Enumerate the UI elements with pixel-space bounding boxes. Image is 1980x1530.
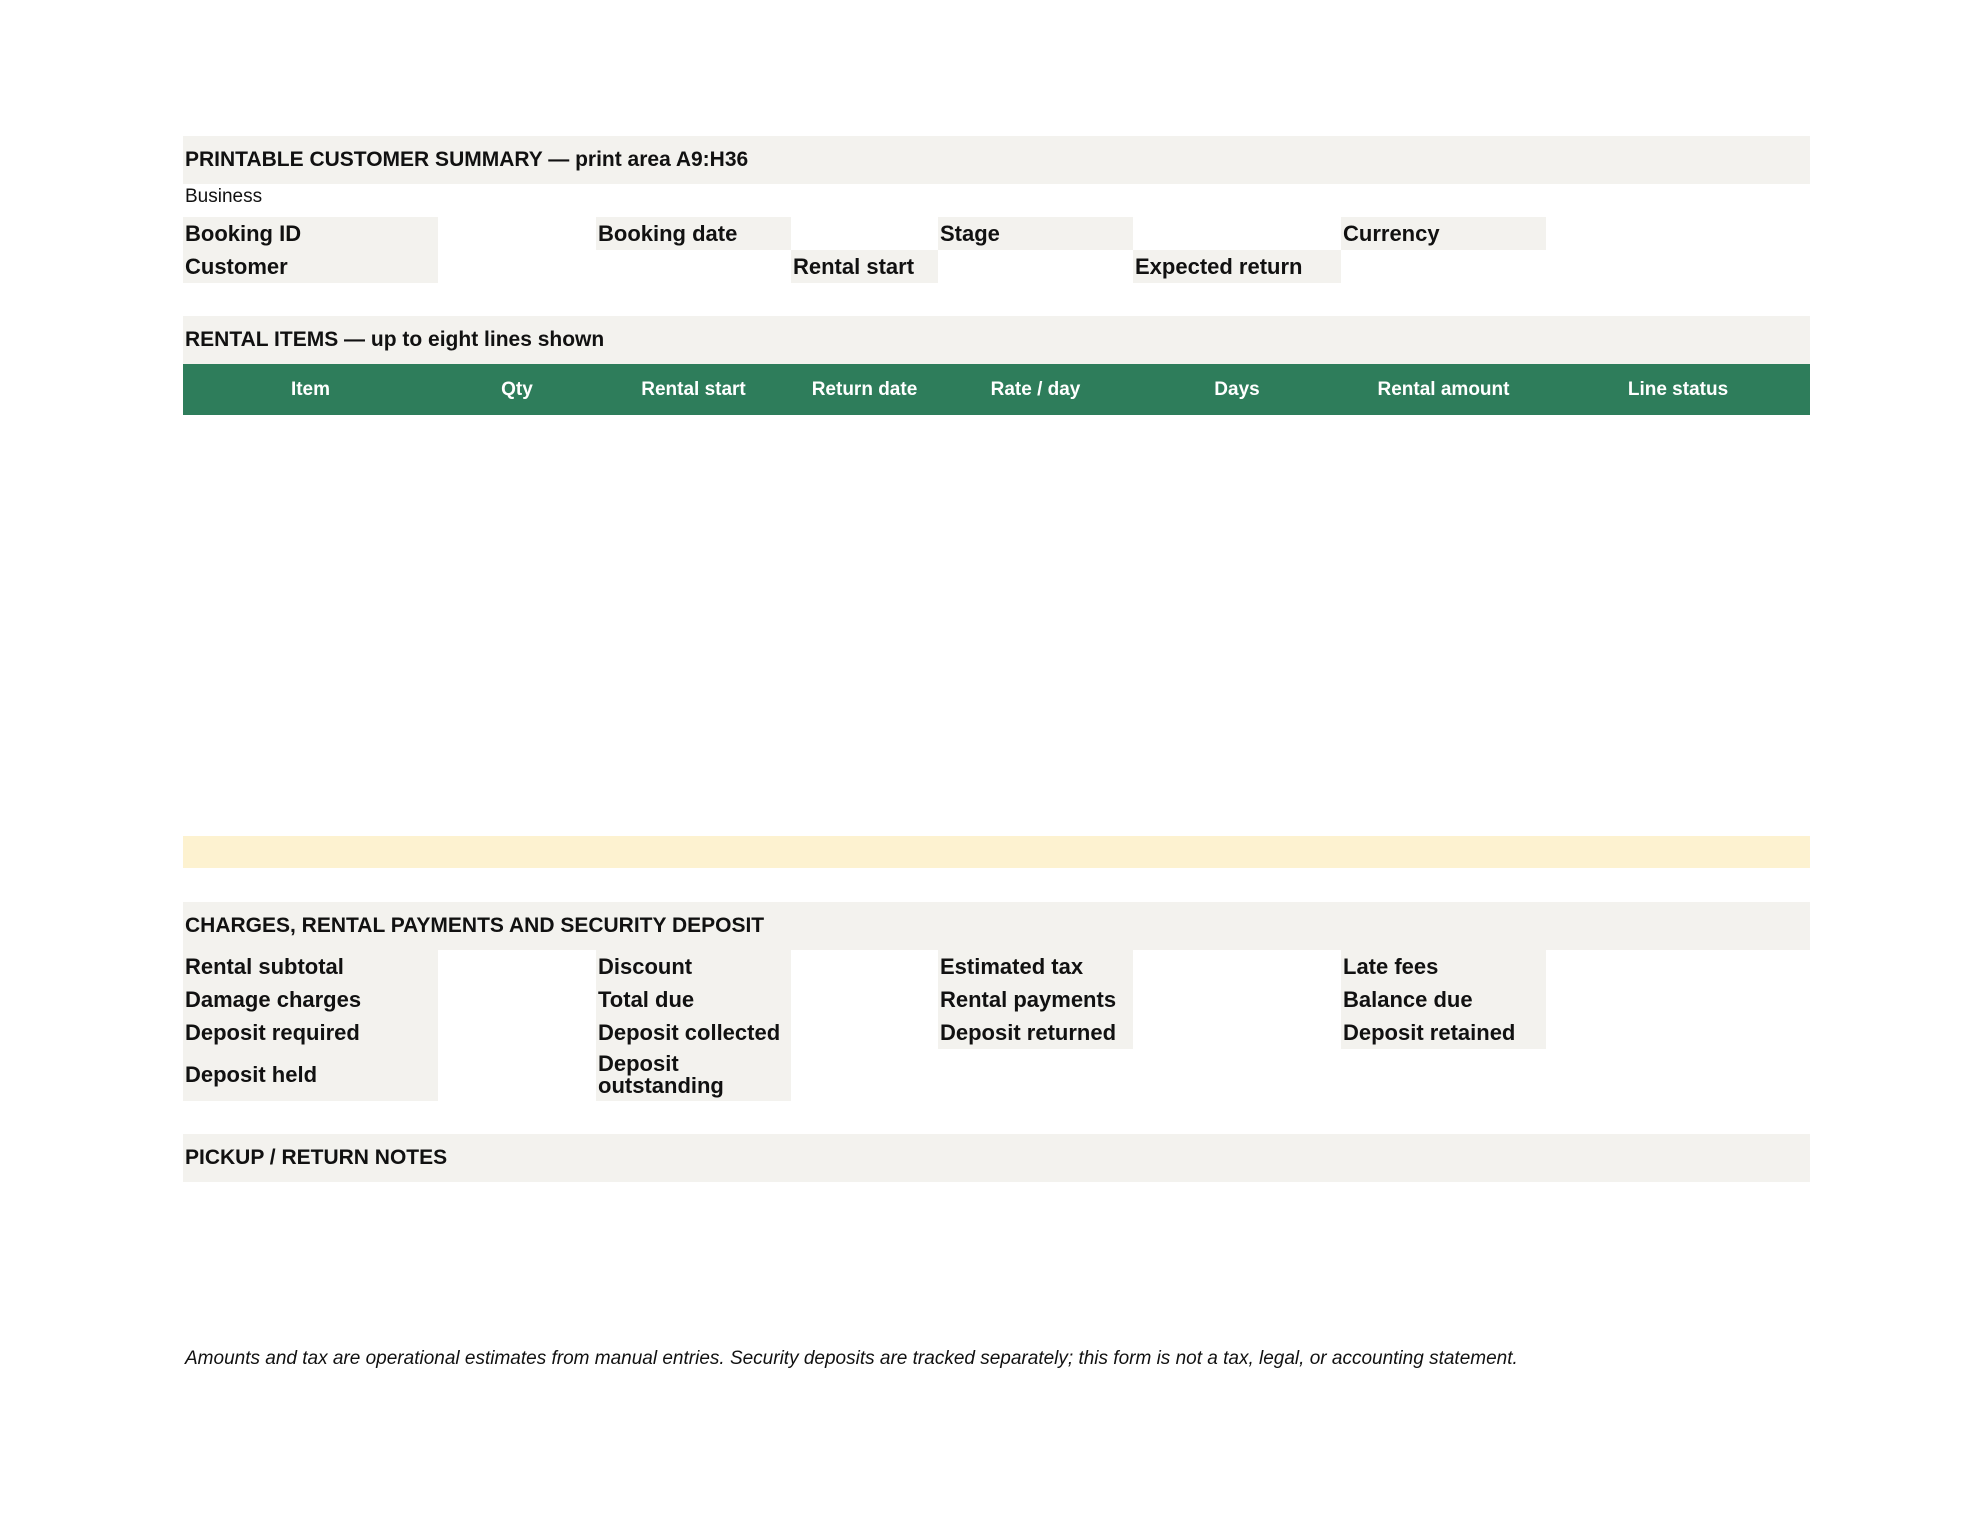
rental-start-label: Rental start bbox=[791, 250, 938, 283]
expected-return-label: Expected return bbox=[1133, 250, 1341, 283]
business-label: Business bbox=[185, 186, 263, 207]
column-header-rental-amount: Rental amount bbox=[1377, 378, 1510, 400]
column-header-qty: Qty bbox=[501, 378, 533, 400]
column-header-return-date: Return date bbox=[811, 378, 918, 400]
pickup-return-notes-title: PICKUP / RETURN NOTES bbox=[183, 1134, 1810, 1182]
deposit-outstanding-label: Deposit outstanding bbox=[596, 1049, 791, 1101]
customer-label: Customer bbox=[183, 250, 438, 283]
charges-section-title: CHARGES, RENTAL PAYMENTS AND SECURITY DEPOSIT bbox=[183, 902, 1810, 950]
summary-section-title: PRINTABLE CUSTOMER SUMMARY — print area A9:H36 bbox=[183, 136, 1810, 184]
rental-items-table-header bbox=[183, 364, 1810, 415]
rental-items-section-title: RENTAL ITEMS — up to eight lines shown bbox=[183, 316, 1810, 364]
rental-items-total-row bbox=[183, 836, 1810, 868]
deposit-collected-label: Deposit collected bbox=[596, 1016, 791, 1049]
late-fees-label: Late fees bbox=[1341, 950, 1546, 983]
column-header-rental-start: Rental start bbox=[641, 378, 746, 400]
deposit-required-label: Deposit required bbox=[183, 1016, 438, 1049]
column-header-days: Days bbox=[1214, 378, 1260, 400]
stage-label: Stage bbox=[938, 217, 1133, 250]
booking-id-label: Booking ID bbox=[183, 217, 438, 250]
deposit-retained-label: Deposit retained bbox=[1341, 1016, 1546, 1049]
column-header-line-status: Line status bbox=[1627, 378, 1729, 400]
balance-due-label: Balance due bbox=[1341, 983, 1546, 1016]
disclaimer-text: Amounts and tax are operational estimates from manual entries. Security deposits are tracked separately; this form is not a tax, legal, or accounting statement. bbox=[185, 1348, 1518, 1369]
deposit-held-label: Deposit held bbox=[183, 1049, 438, 1101]
column-header-rate-per-day: Rate / day bbox=[990, 378, 1081, 400]
deposit-returned-label: Deposit returned bbox=[938, 1016, 1133, 1049]
damage-charges-label: Damage charges bbox=[183, 983, 438, 1016]
booking-date-label: Booking date bbox=[596, 217, 791, 250]
column-header-item: Item bbox=[290, 378, 331, 400]
discount-label: Discount bbox=[596, 950, 791, 983]
rental-payments-label: Rental payments bbox=[938, 983, 1133, 1016]
total-due-label: Total due bbox=[596, 983, 791, 1016]
estimated-tax-label: Estimated tax bbox=[938, 950, 1133, 983]
currency-label: Currency bbox=[1341, 217, 1546, 250]
rental-subtotal-label: Rental subtotal bbox=[183, 950, 438, 983]
